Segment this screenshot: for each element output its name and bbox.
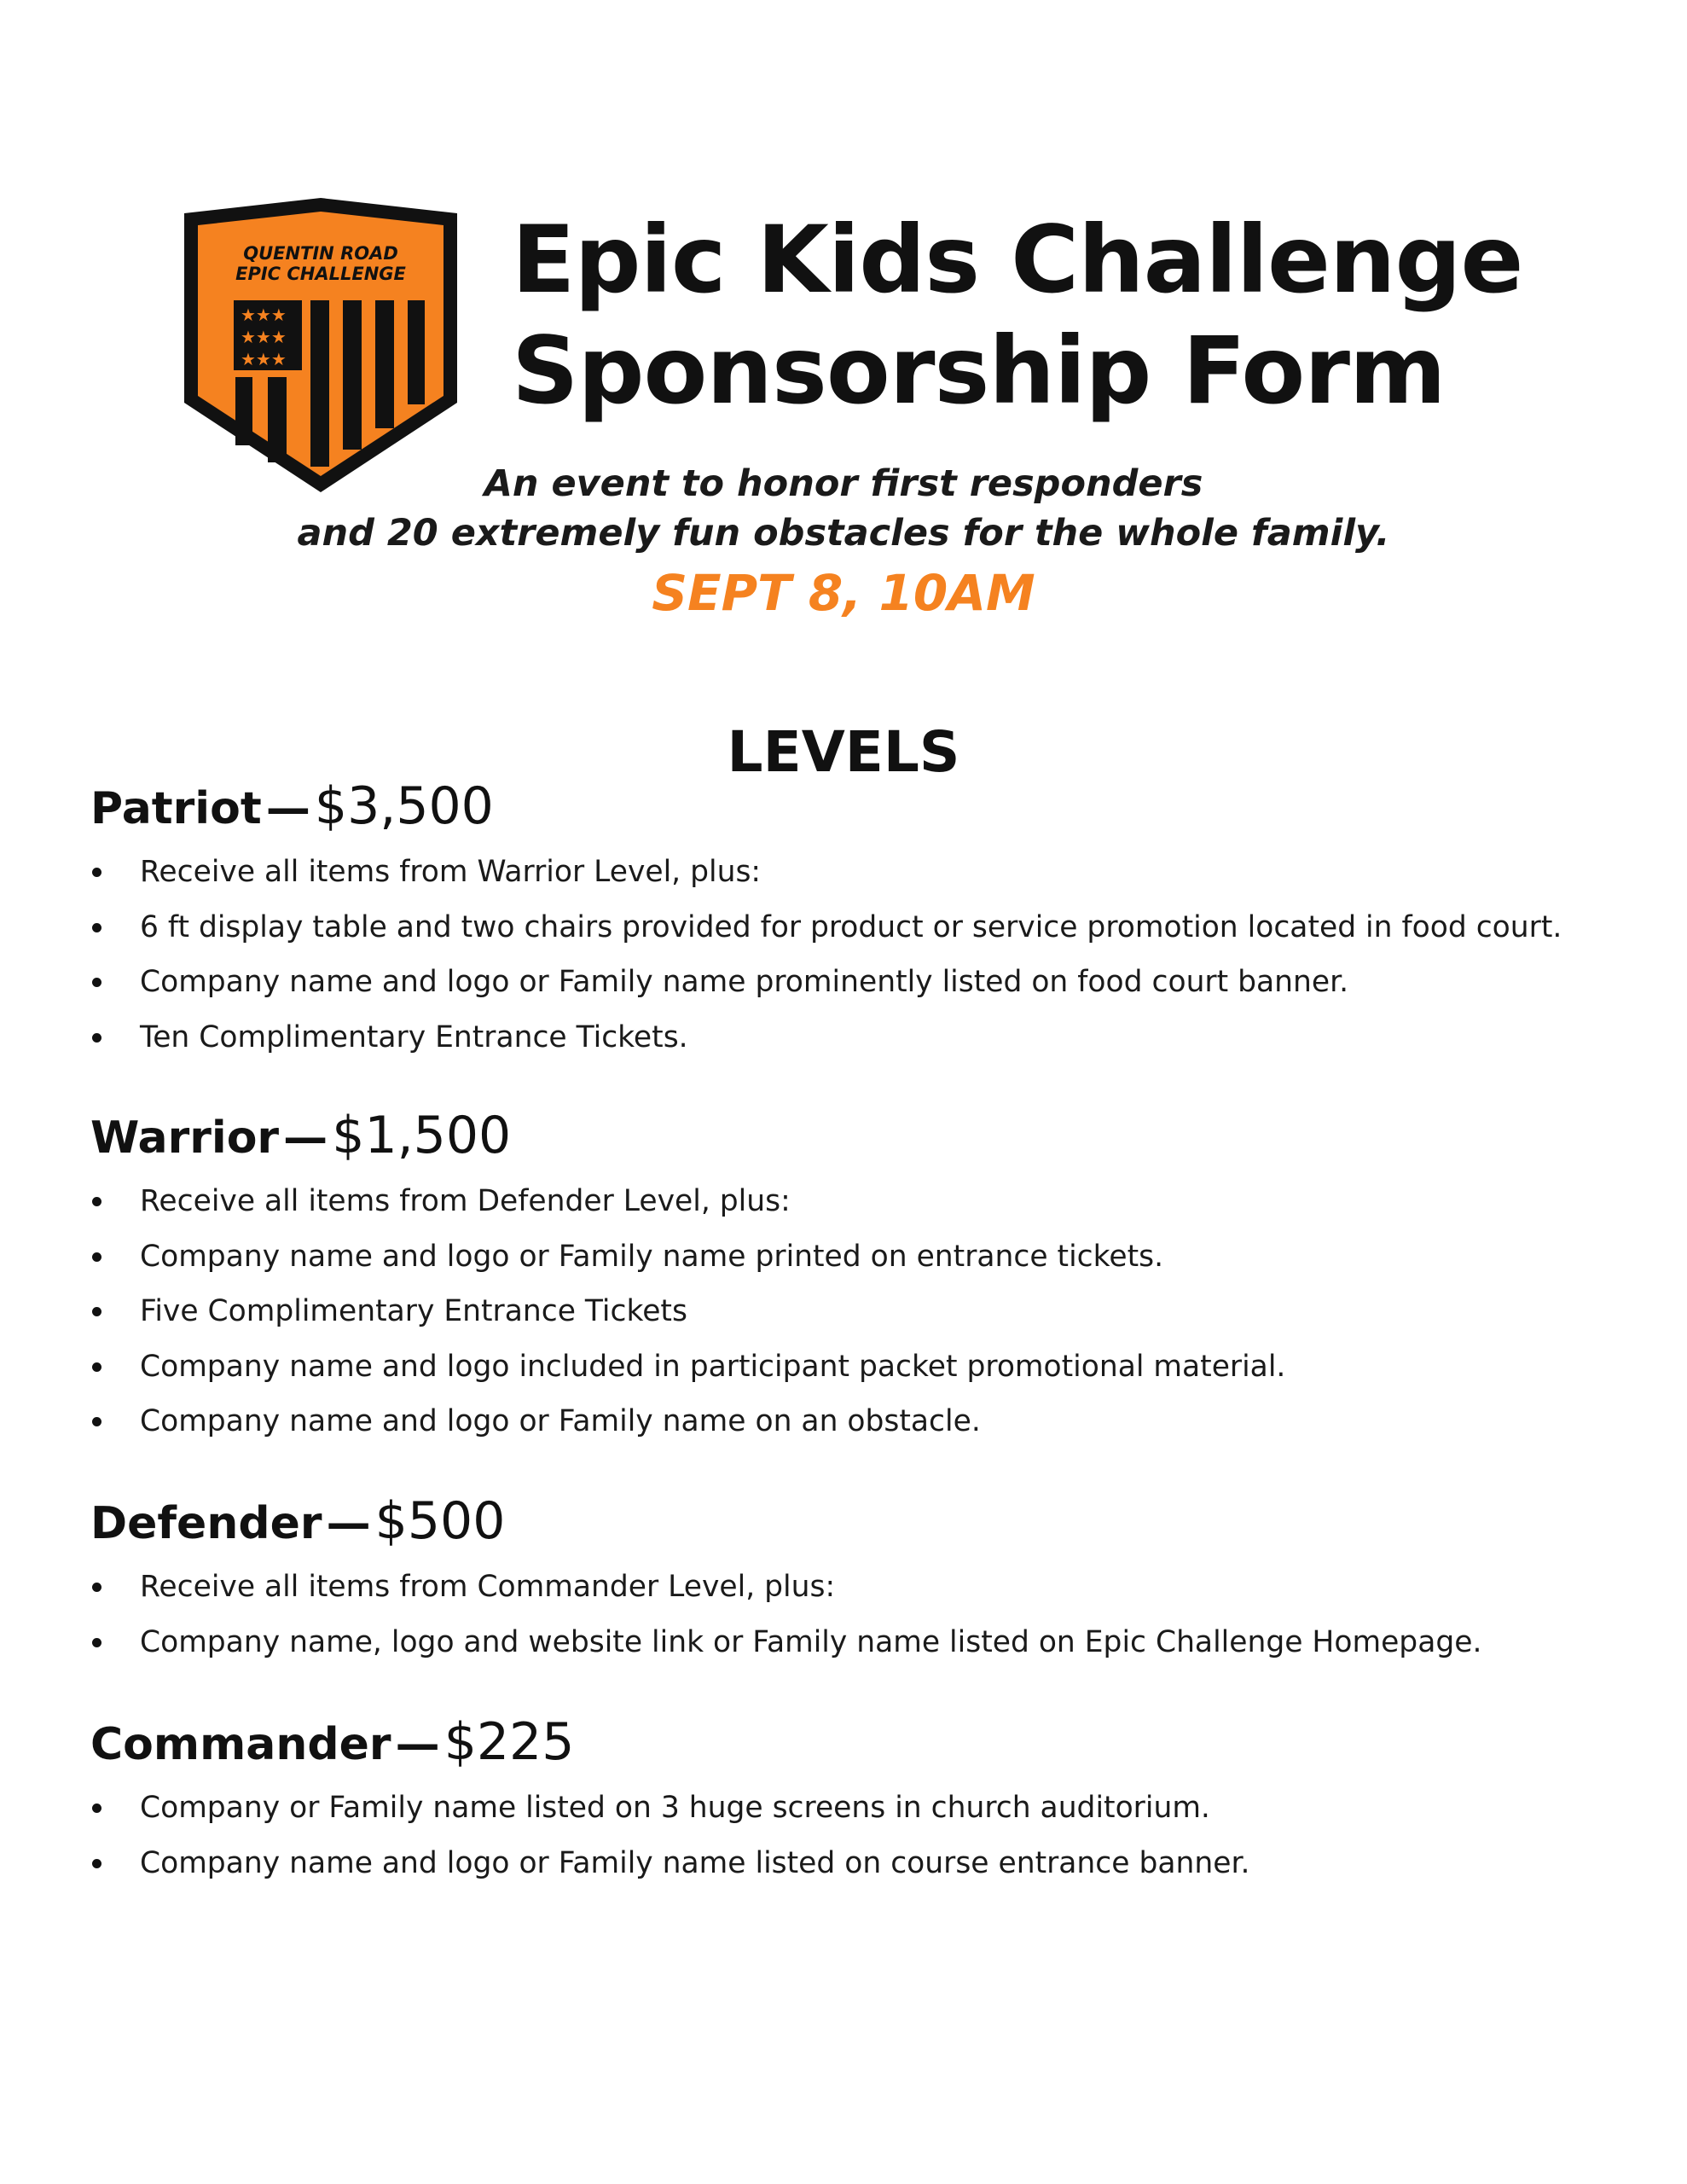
tagline-line-1: An event to honor first responders: [484, 462, 1203, 505]
level-dash: —: [283, 1112, 328, 1164]
logo-text-line2: EPIC CHALLENGE: [235, 264, 406, 284]
list-item: 6 ft display table and two chairs provided for product or service promotion located in food court.: [90, 900, 1643, 956]
list-item: Ten Complimentary Entrance Tickets.: [90, 1010, 1643, 1066]
level-name: Warrior: [90, 1112, 280, 1164]
level-items: [90, 1560, 1643, 1670]
tagline-line-2: and 20 extremely fun obstacles for the whole family.: [297, 512, 1390, 555]
level-price: $1,500: [332, 1106, 512, 1165]
level-name: Commander: [90, 1719, 391, 1770]
level-items: [90, 1780, 1643, 1891]
list-item: Receive all items from Commander Level, plus:: [90, 1560, 1643, 1615]
event-date: SEPT 8, 10AM: [652, 564, 1035, 622]
level-items: [90, 1174, 1643, 1449]
title-line-2: Sponsorship Form: [512, 317, 1446, 425]
level-price: $3,500: [314, 776, 494, 836]
page-title: [512, 205, 1522, 427]
level-dash: —: [265, 783, 310, 834]
level-warrior: [90, 1106, 1643, 1449]
level-defender: [90, 1491, 1643, 1670]
list-item: Receive all items from Warrior Level, plus:: [90, 845, 1643, 900]
level-name: Patriot: [90, 783, 262, 834]
level-header: [90, 1106, 1643, 1174]
svg-text:★★★: ★★★: [241, 349, 287, 369]
list-item: Company name and logo or Family name listed on course entrance banner.: [90, 1836, 1643, 1891]
tagline: [0, 459, 1687, 558]
level-price: $500: [374, 1491, 506, 1551]
list-item: Receive all items from Defender Level, plus:: [90, 1174, 1643, 1229]
logo-text-line1: QUENTIN ROAD: [243, 243, 398, 264]
list-item: Company name, logo and website link or Family name listed on Epic Challenge Homepage.: [90, 1615, 1643, 1670]
level-dash: —: [326, 1498, 371, 1549]
title-line-1: Epic Kids Challenge: [512, 206, 1523, 314]
list-item: Company or Family name listed on 3 huge screens in church auditorium.: [90, 1780, 1643, 1836]
svg-text:★★★: ★★★: [241, 305, 287, 325]
list-item: Company name and logo included in participant packet promotional material.: [90, 1339, 1643, 1395]
level-items: [90, 845, 1643, 1065]
shield-flag-icon: [184, 198, 457, 492]
svg-text:★★★: ★★★: [241, 327, 287, 347]
levels-heading: LEVELS: [727, 719, 960, 785]
level-header: [90, 1491, 1643, 1560]
list-item: Company name and logo or Family name printed on entrance tickets.: [90, 1229, 1643, 1285]
level-dash: —: [395, 1719, 440, 1770]
list-item: Company name and logo or Family name on an obstacle.: [90, 1394, 1643, 1449]
level-commander: [90, 1712, 1643, 1891]
level-patriot: [90, 776, 1643, 1065]
level-name: Defender: [90, 1498, 322, 1549]
list-item: Company name and logo or Family name prominently listed on food court banner.: [90, 955, 1643, 1010]
level-header: [90, 1712, 1643, 1780]
level-price: $225: [443, 1712, 575, 1772]
level-header: [90, 776, 1643, 845]
list-item: Five Complimentary Entrance Tickets: [90, 1284, 1643, 1339]
